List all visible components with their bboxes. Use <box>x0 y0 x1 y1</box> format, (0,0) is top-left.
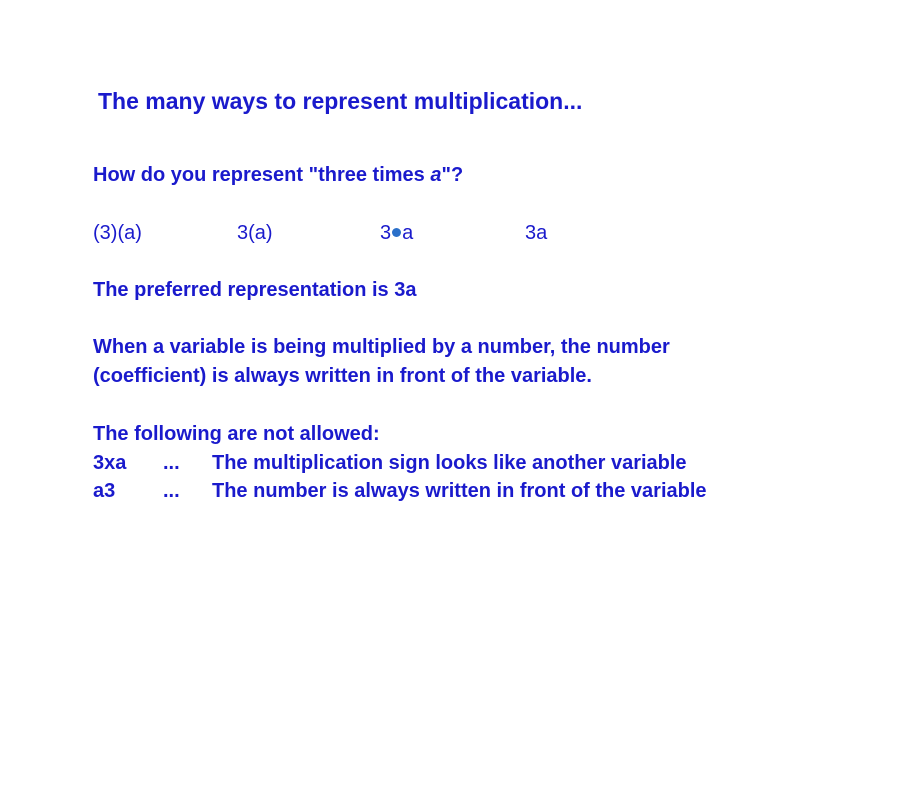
question-line <box>93 164 463 187</box>
not-allowed-reason: The multiplication sign looks like another variable <box>212 452 687 474</box>
dot-representation-right: a <box>402 222 414 244</box>
not-allowed-reason: The number is always written in front of the variable <box>212 480 707 502</box>
representation-juxtaposition: 3a <box>525 222 548 244</box>
question-suffix: "? <box>441 164 464 186</box>
representations-row <box>93 222 573 248</box>
not-allowed-expression: a3 <box>93 480 116 502</box>
question-variable: a <box>430 164 442 186</box>
multiplication-dot-icon <box>392 228 401 237</box>
not-allowed-separator: ... <box>163 480 180 502</box>
not-allowed-expression: 3xa <box>93 452 127 474</box>
question-prefix: How do you represent "three times <box>93 164 431 186</box>
not-allowed-separator: ... <box>163 452 180 474</box>
representation-parentheses-variable: 3(a) <box>237 222 273 244</box>
page-title: The many ways to represent multiplication... <box>98 88 583 114</box>
dot-representation-left: 3 <box>380 222 392 244</box>
representation-parentheses-both: (3)(a) <box>93 222 142 244</box>
preferred-statement: The preferred representation is 3a <box>93 279 417 301</box>
representation-dot <box>380 222 413 245</box>
rule-line-1: When a variable is being multiplied by a number, the number <box>93 336 670 358</box>
not-allowed-heading: The following are not allowed: <box>93 423 380 445</box>
rule-line-2: (coefficient) is always written in front of the variable. <box>93 365 592 387</box>
